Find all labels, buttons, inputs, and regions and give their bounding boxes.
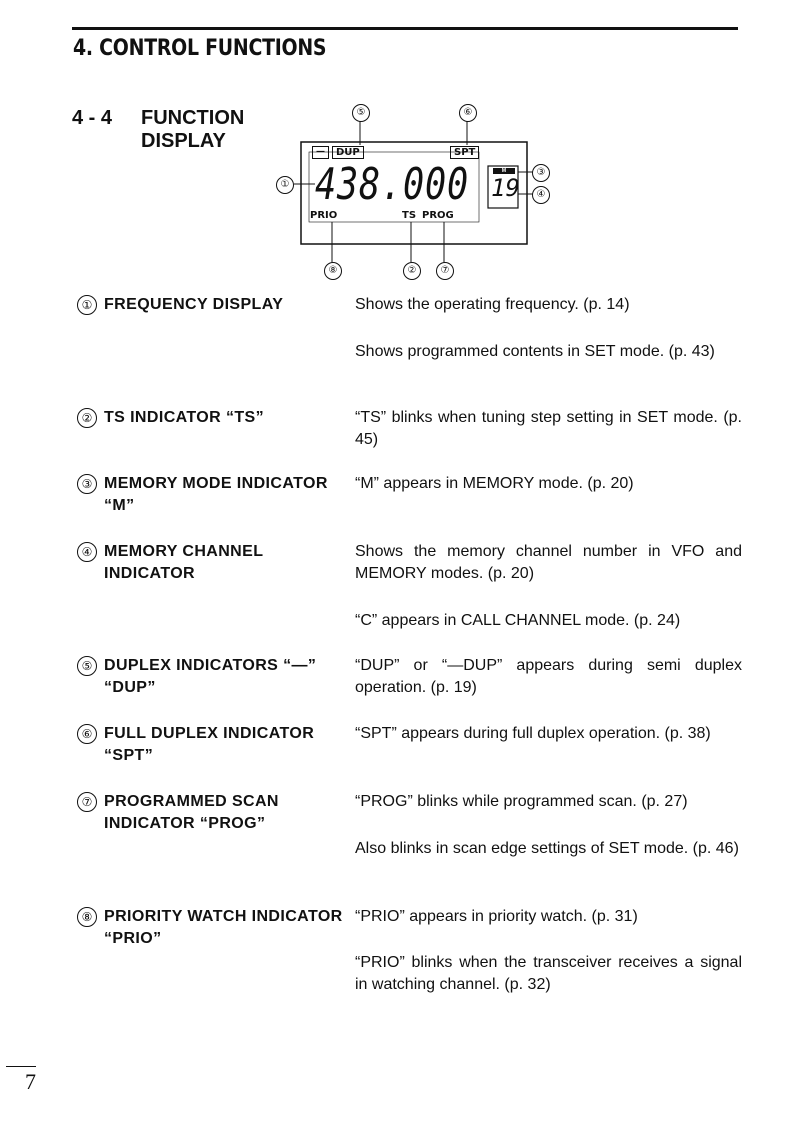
section-number: 4 - 4 (72, 107, 113, 129)
feature-4-desc-2: “C” appears in CALL CHANNEL mode. (p. 24) (355, 612, 681, 629)
feature-number: ⑥ (77, 724, 97, 744)
lcd-dup-indicator: DUP (332, 146, 364, 159)
callout-2: ② (403, 262, 421, 280)
feature-label: PRIORITY WATCH INDICATOR “PRIO” (104, 908, 343, 947)
feature-label: MEMORY MODE INDICATOR “M” (104, 475, 328, 514)
lcd-spt-indicator: SPT (450, 146, 479, 159)
chapter-title: 4. CONTROL FUNCTIONS (73, 36, 327, 61)
callout-8: ⑧ (324, 262, 342, 280)
feature-number: ② (77, 408, 97, 428)
callout-6: ⑥ (459, 104, 477, 122)
feature-1-desc-1: Shows the operating frequency. (p. 14) (355, 296, 630, 313)
feature-5-desc-1: “DUP” or “—DUP” appears during semi duplex operation. (p. 19) (355, 657, 742, 696)
feature-number: ① (77, 295, 97, 315)
feature-number: ④ (77, 542, 97, 562)
feature-number: ⑧ (77, 907, 97, 927)
feature-1-desc-2: Shows programmed contents in SET mode. (p. 43) (355, 343, 715, 360)
lcd-prog-indicator: PROG (422, 210, 454, 221)
top-rule (72, 27, 738, 30)
lcd-prio-indicator: PRIO (310, 210, 338, 221)
lcd-frequency-digits: 438.000 (315, 159, 469, 210)
feature-number: ③ (77, 474, 97, 494)
feature-label: FULL DUPLEX INDICATOR “SPT” (104, 725, 315, 764)
feature-6-desc-1: “SPT” appears during full duplex operation. (p. 38) (355, 725, 711, 742)
section-title (141, 107, 244, 153)
feature-2-desc-1: “TS” blinks when tuning step setting in SET mode. (p. 45) (355, 409, 742, 448)
feature-7-desc-2: Also blinks in scan edge settings of SET mode. (p. 46) (355, 840, 739, 857)
callout-1: ① (276, 176, 294, 194)
section-title-line-1: FUNCTION (141, 107, 245, 129)
feature-number: ⑤ (77, 656, 97, 676)
callout-5: ⑤ (352, 104, 370, 122)
feature-7-desc-1: “PROG” blinks while programmed scan. (p. 27) (355, 793, 688, 810)
lcd-memory-badge: M (493, 168, 515, 174)
feature-label: MEMORY CHANNEL INDICATOR (104, 543, 264, 582)
callout-3: ③ (532, 164, 550, 182)
feature-number: ⑦ (77, 792, 97, 812)
feature-label: PROGRAMMED SCAN INDICATOR “PROG” (104, 793, 279, 832)
feature-3-desc-1: “M” appears in MEMORY mode. (p. 20) (355, 475, 634, 492)
callout-4: ④ (532, 186, 550, 204)
feature-label: FREQUENCY DISPLAY (104, 296, 284, 313)
lcd-display-figure (266, 100, 546, 286)
lcd-ts-indicator: TS (402, 210, 417, 221)
feature-8-desc-2: “PRIO” blinks when the transceiver receives a signal in watching channel. (p. 32) (355, 954, 742, 993)
section-title-line-2: DISPLAY (141, 130, 226, 152)
feature-label: DUPLEX INDICATORS “—” “DUP” (104, 657, 317, 696)
lcd-channel-digits: 19 (491, 174, 520, 202)
lcd-minus-indicator: — (312, 146, 329, 159)
feature-4-desc-1: Shows the memory channel number in VFO and MEMORY modes. (p. 20) (355, 543, 742, 582)
feature-8-desc-1: “PRIO” appears in priority watch. (p. 31) (355, 908, 638, 925)
page-number: 7 (6, 1066, 36, 1095)
callout-7: ⑦ (436, 262, 454, 280)
feature-label: TS INDICATOR “TS” (104, 409, 264, 426)
